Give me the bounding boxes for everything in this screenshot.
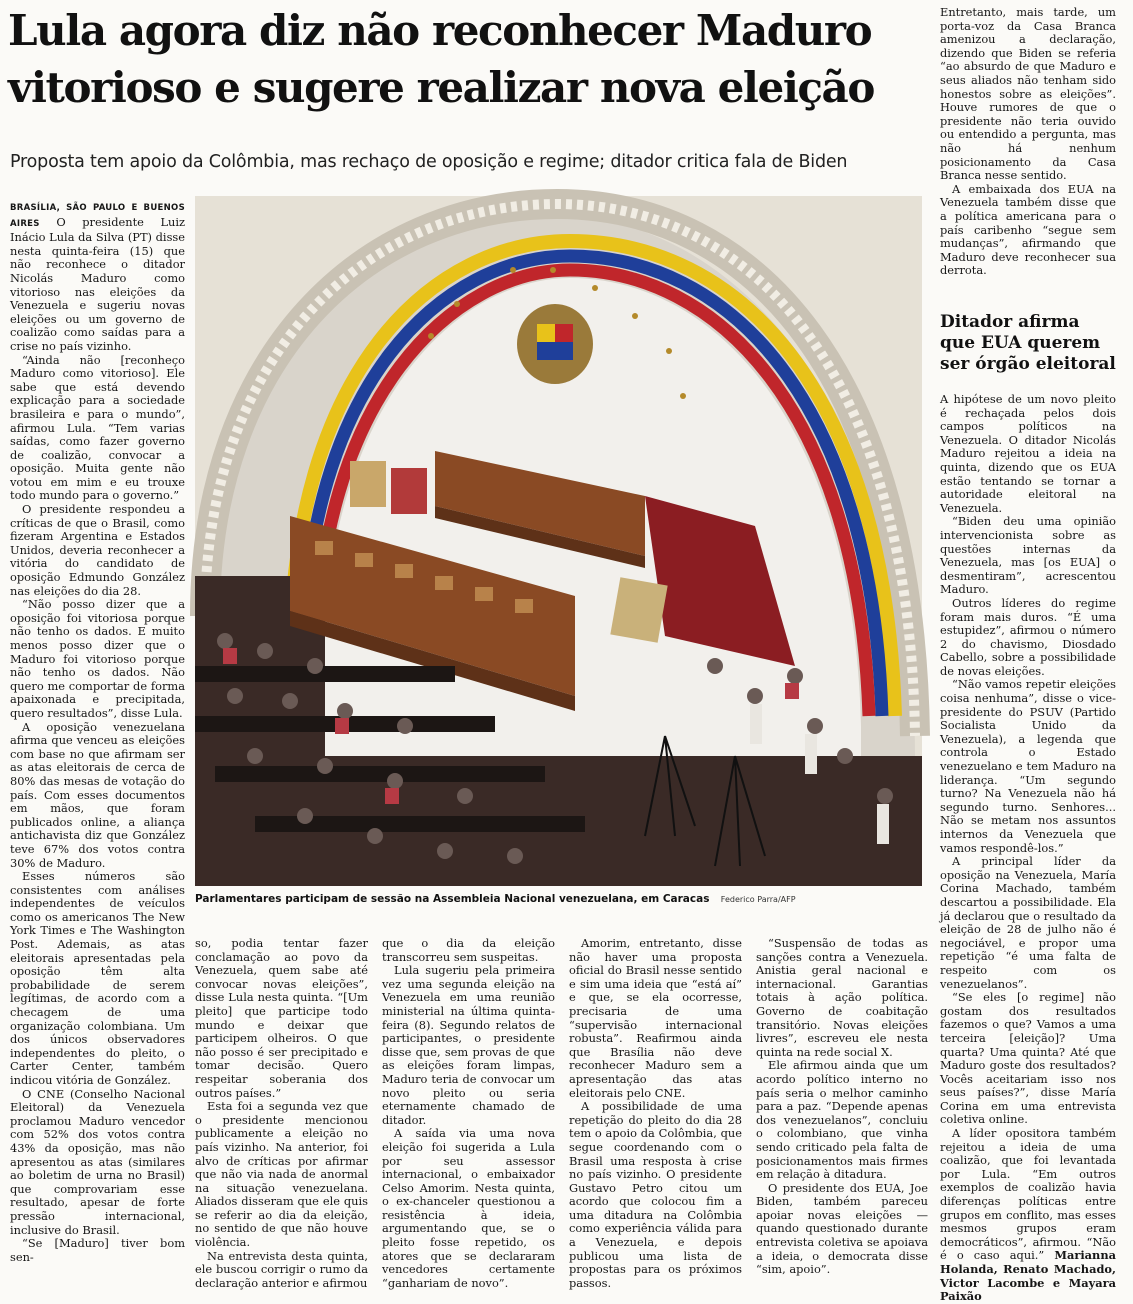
paragraph: “Não posso dizer que a oposição foi vitoriosa porque não tenho os dados. E muito menos posso dizer que o Maduro foi vitorioso porque não tenho os dados. Não quero me comportar de forma apaixonada e precipitada, quero resultados”, disse Lula. xyxy=(10,597,185,720)
paragraph: Esta foi a segunda vez que o presidente mencionou publicamente a eleição no país vizinho. Na anterior, foi alvo de críticas por afirmar que não via nada de anormal na situação venezuelana. Aliados disseram que ele quis se referir ao dia da eleição, no sentido de que não houve violência. xyxy=(195,1099,368,1250)
paragraph: A oposição venezuelana afirma que venceu as eleições com base no que afirmam ser as atas eleitorais de cerca de 80% das mesas de votação do país. Com esses documentos em mãos, que foram publicados online, a aliança antichavista diz que González teve 67% dos votos contra 30% de Maduro. xyxy=(10,719,185,870)
paragraph: so, podia tentar fazer conclamação ao povo da Venezuela, quem sabe até convocar novas eleições”, disse Lula nesta quinta. “[Um pleito] que participe todo mundo e deixar que participem olheiros. O que não posso é ser precipitado e tomar decisão. Quero respeitar soberania dos outros países.” xyxy=(195,936,368,1100)
assembly-photo xyxy=(195,196,922,886)
photo-credit: Federico Parra/AFP xyxy=(720,895,796,904)
body-column-4 xyxy=(569,936,742,1290)
headline: Lula agora diz não reconhecer Maduro vitorioso e sugere realizar nova eleição xyxy=(8,6,874,112)
paragraph: Entretanto, mais tarde, um porta-voz da Casa Branca amenizou a declaração, dizendo que Biden se referia “ao absurdo de que Maduro e seus aliados não tenham sido honestos sobre as eleições”. Houve rumores de que o presidente não teria ouvido ou entendido a pergunta, mas não há nenhum posicionamento da Casa Branca nesse sentido. xyxy=(940,5,1116,183)
paragraph: O presidente Luiz Inácio Lula da Silva (PT) disse nesta quinta-feira (15) que não reconhece o ditador Nicolás Maduro como vitorioso nas eleições da Venezuela e sugeriu novas eleições ou um governo de coalizão como saídas para a crise no país vizinho. xyxy=(10,214,186,353)
paragraph: “Ainda não [reconheço Maduro como vitorioso]. Ele sabe que está devendo explicação para a sociedade brasileira e para o mundo”, afirmou Lula. “Tem varias saídas, como fazer governo de coalizão, convocar a oposição. Muita gente não votou em mim e eu trouxe todo mundo para o governo.” xyxy=(10,352,185,503)
paragraph: A hipótese de um novo pleito é rechaçada pelos dois campos políticos na Venezuela. O ditador Nicolás Maduro rejeitou a ideia na quinta, dizendo que os EUA estão tentando se tornar a autoridade eleitoral na Venezuela. xyxy=(940,392,1116,515)
paragraph: A saída via uma nova eleição foi sugerida a Lula por seu assessor internacional, o embaixador Celso Amorim. Nesta quinta, o ex-chanceler questionou a resistência à ideia, argumentando que, se o pleito fosse repetido, os atores que se declararam vencedores certamente “ganhariam de novo”. xyxy=(382,1126,555,1290)
paragraph: O presidente respondeu a críticas de que o Brasil, como fizeram Argentina e Estados Unidos, deveria reconhecer a vitória do candidato de oposição Edmundo González nas eleições do dia 28. xyxy=(10,502,185,598)
right-column-top xyxy=(940,6,1116,276)
section-heading: Ditador afirma que EUA querem ser órgão eleitoral xyxy=(940,312,1116,374)
paragraph: Lula sugeriu pela primeira vez uma segunda eleição na Venezuela em uma reunião ministerial na última quinta-feira (8). Segundo relatos de participantes, o presidente disse que, sem provas de que as eleições foram limpas, Maduro teria de convocar um novo pleito ou seria eternamente chamado de ditador. xyxy=(382,963,555,1127)
paragraph: A principal líder da oposição na Venezuela, María Corina Machado, também descartou a possibilidade. Ela já declarou que o resultado da eleição de 28 de julho não é negociável, e propor uma repetição “é uma falta de respeito com os venezuelanos”. xyxy=(940,854,1116,991)
paragraph: Amorim, entretanto, disse não haver uma proposta oficial do Brasil nesse sentido e sim uma ideia que “está aí” e que, se ela ocorresse, precisaria de uma “supervisão internacional robusta”. Reafirmou ainda que Brasília não deve reconhecer Maduro sem a apresentação das atas eleitorais pelo CNE. xyxy=(569,936,742,1100)
lead-paragraph xyxy=(10,200,185,354)
paragraph: Outros líderes do regime foram mais duros. “É uma estupidez”, afirmou o número 2 do chavismo, Diosdado Cabello, sobre a possibilidade de novas eleições. xyxy=(940,595,1116,678)
paragraph: Na entrevista desta quinta, ele buscou corrigir o rumo da declaração anterior e afirmou xyxy=(195,1248,368,1290)
paragraph: A embaixada dos EUA na Venezuela também disse que a política americana para o país caribenho “segue sem mudanças”, afirmando que Maduro deve reconhecer sua derrota. xyxy=(940,181,1116,278)
paragraph: “Se eles [o regime] não gostam dos resultados fazemos o que? Vamos a uma terceira [eleição]? Uma quarta? Uma quinta? Até que Maduro goste dos resultados? Vocês aceitariam isso nos seus países?”, disse María Corina em uma entrevista coletiva online. xyxy=(940,990,1116,1127)
photo-caption-line xyxy=(195,892,922,912)
paragraph-text: A líder opositora também rejeitou a ideia de uma coalizão, que foi levantada por Lula. “Em outros exemplos de coalizão havia diferenças políticas entre grupos em conflito, mas esses mesmos grupos eram democráticos”, afirmou. “Não é o caso aqui.” xyxy=(940,1126,1116,1263)
paragraph: que o dia da eleição transcorreu sem suspeitas. xyxy=(382,936,555,964)
paragraph: Ele afirmou ainda que um acordo político interno no país seria o melhor caminho para a paz. “Depende apenas dos venezuelanos”, concluiu o colombiano, que vinha sendo criticado pela falta de posicionamentos mais firmes em relação à ditadura. xyxy=(756,1058,928,1182)
subheadline: Proposta tem apoio da Colômbia, mas rechaço de oposição e regime; ditador critica fala de Biden xyxy=(10,152,848,172)
body-column-2 xyxy=(195,936,368,1290)
paragraph: O presidente dos EUA, Joe Biden, também pareceu apoiar novas eleições —quando questionado durante entrevista coletiva se apoiava a ideia, o democrata disse “sim, apoio”. xyxy=(756,1180,928,1277)
body-column-5 xyxy=(756,937,928,1277)
paragraph: “Não vamos repetir eleições coisa nenhuma”, disse o vice-presidente do PSUV (Partido Socialista Unido da Venezuela), a legenda que controla o Estado venezuelano e tem Maduro na liderança. “Um segundo turno? Na Venezuela não há segundo turno. Senhores... Não se metam nos assuntos internos da Venezuela que vamos respondê-los.” xyxy=(940,677,1116,855)
paragraph: “Suspensão de todas as sanções contra a Venezuela. Anistia geral nacional e internacional. Garantias totais à ação política. Governo de coabitação transitório. Novas eleições livres”, escreveu ele nesta quinta na rede social X. xyxy=(756,936,928,1059)
photo-caption: Parlamentares participam de sessão na Assembleia Nacional venezuelana, em Caracas xyxy=(195,893,710,905)
paragraph: A possibilidade de uma repetição do pleito do dia 28 tem o apoio da Colômbia, que segue coordenando com o Brasil uma resposta à crise no país vizinho. O presidente Gustavo Petro citou um acordo que colocou fim a uma ditadura na Colômbia como experiência válida para a Venezuela, e depois publicou uma lista de propostas para os próximos passos. xyxy=(569,1099,742,1290)
byline: Marianna Holanda, Renato Machado, Victor Lacombe e Mayara Paixão xyxy=(940,1248,1116,1304)
paragraph xyxy=(940,1127,1116,1304)
paragraph: Esses números são consistentes com análises independentes de veículos como os americanos The New York Times e The Washington Post. Ademais, as atas eleitorais apresentadas pela oposição têm alta probabilidade de serem legítimas, de acordo com a checagem de uma organização colombiana. Um dos únicos observadores independentes do pleito, o Carter Center, também indicou vitória de González. xyxy=(10,869,185,1087)
dateline: BRASÍLIA, SÃO PAULO E BUENOS AIRES xyxy=(10,203,185,229)
paragraph: “Biden deu uma opinião intervencionista sobre as questões internas da Venezuela, mas [os EUA] o desmentiram”, acrescentou Maduro. xyxy=(940,514,1116,597)
assembly-photo-illustration xyxy=(195,196,922,886)
paragraph: “Se [Maduro] tiver bom sen- xyxy=(10,1236,185,1264)
right-column-bottom xyxy=(940,392,1116,1304)
body-column-3 xyxy=(382,936,555,1290)
paragraph: O CNE (Conselho Nacional Eleitoral) da Venezuela proclamou Maduro vencedor com 52% dos votos contra 43% da oposição, mas não apresentou as atas (similares ao boletim de urna no Brasil) que comprovariam esse resultado, apesar de forte pressão internacional, inclusive do Brasil. xyxy=(10,1086,185,1237)
body-column-1 xyxy=(10,200,185,1275)
